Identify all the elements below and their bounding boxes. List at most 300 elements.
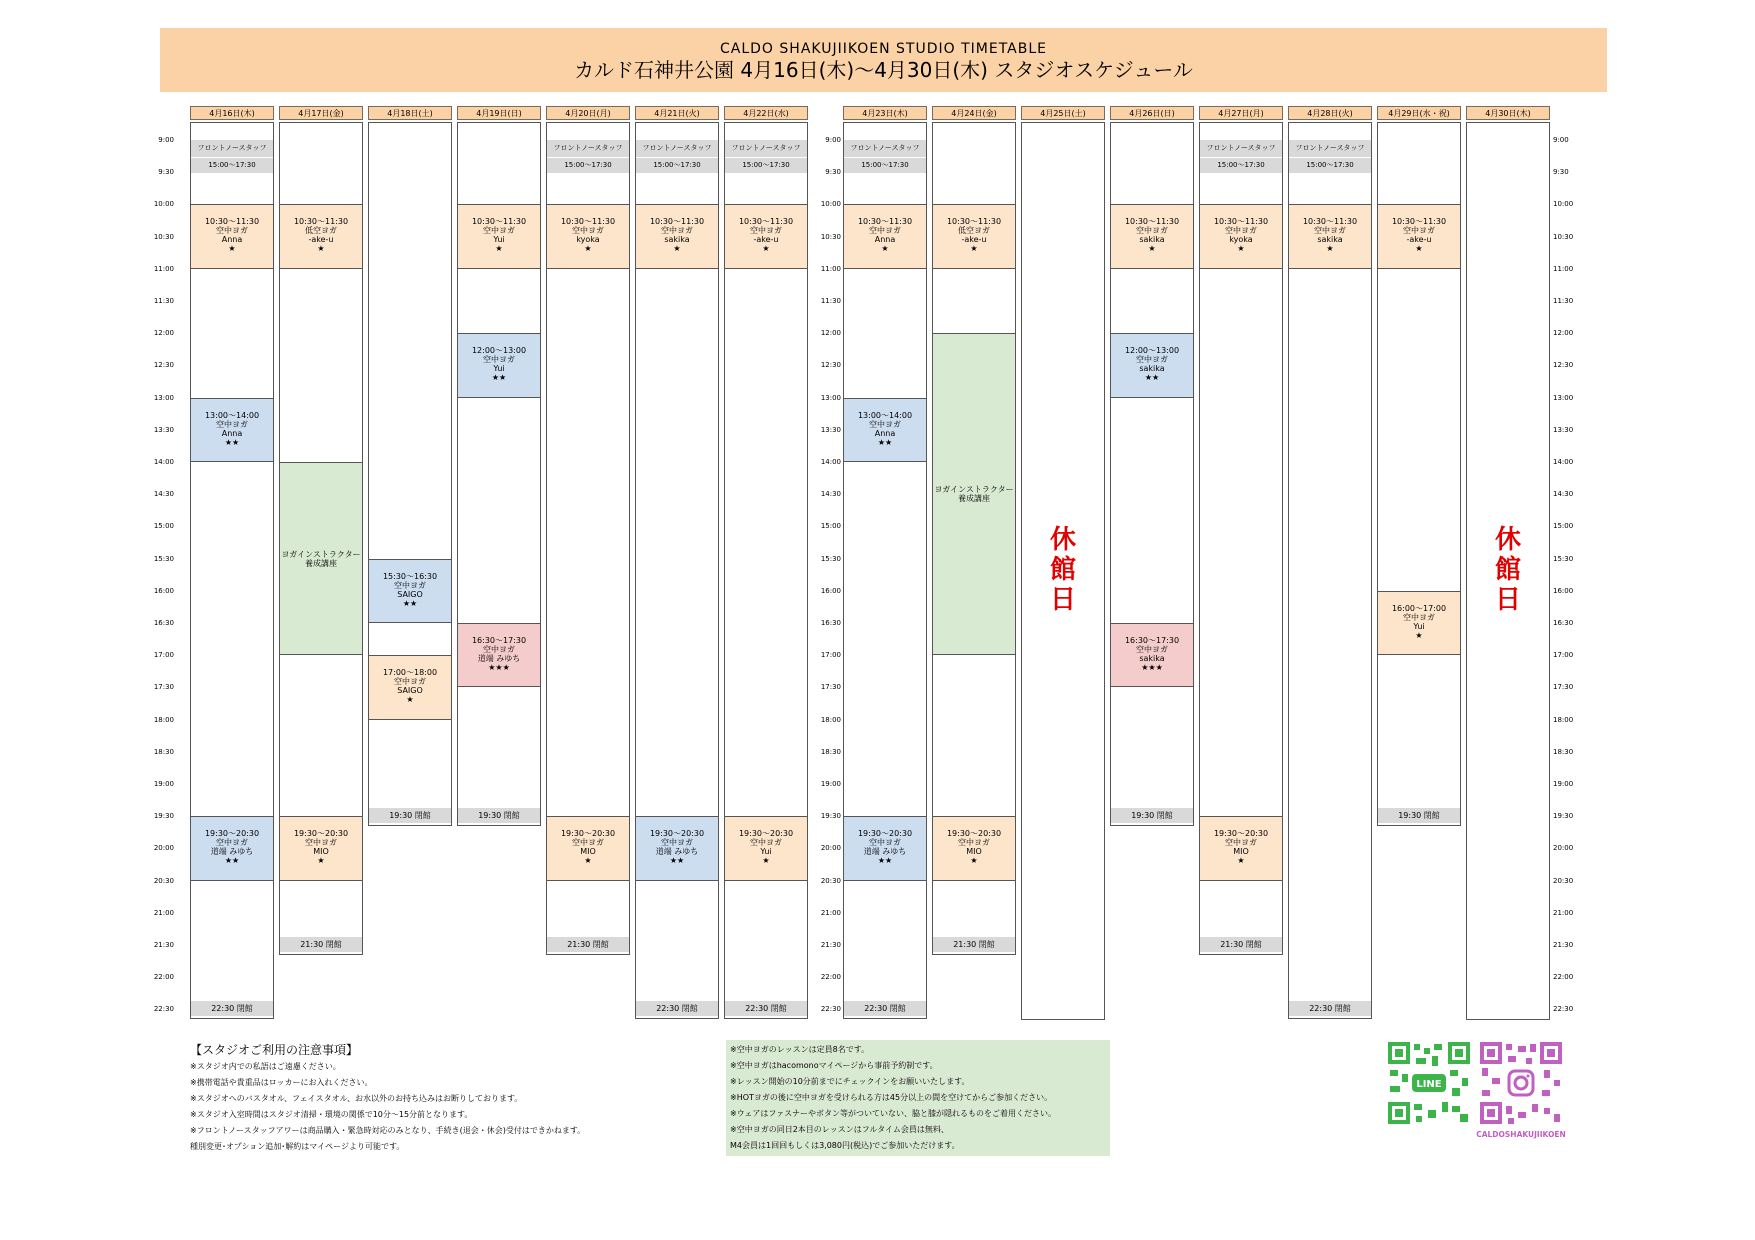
time-label: 13:00 [153,393,174,402]
slot-line: 空中ヨガ [1314,226,1346,236]
slot-line: ヨガインストラクター [281,549,361,559]
slot-line: 空中ヨガ [483,355,515,365]
no-staff-block [1289,140,1371,173]
closed-day-label: 休 館 日 [1494,525,1521,615]
slot-line: 道端 みゆち [863,847,907,857]
slot-line: 空中ヨガ [661,226,693,236]
time-label: 18:00 [1553,715,1574,724]
slot-line: ★ [1237,244,1245,254]
time-label: 16:30 [153,619,174,627]
time-label: 19:30 [820,812,841,821]
time-label: 21:30 [820,941,841,949]
slot-line: Anna [221,235,243,245]
slot-line: 空中ヨガ [483,645,515,654]
slot-line: ★ [1415,244,1423,254]
column-date-header: 4月26日(日) [1110,106,1194,120]
slot-line: Yui [493,235,505,245]
slot-line: ★ [495,244,503,254]
svg-text:LINE: LINE [1416,1079,1442,1090]
slot-line: kyoka [1229,235,1253,245]
time-label: 22:30 [820,1005,841,1014]
lesson-slot[interactable] [546,204,630,268]
lesson-slot[interactable] [368,655,452,719]
no-staff-hours: 15:00～17:30 [1289,157,1371,173]
time-label: 22:00 [153,973,174,982]
slot-line: 空中ヨガ [1225,838,1257,848]
time-label: 20:30 [153,876,174,885]
closing-time-tag: 21:30 閉館 [280,937,362,952]
slot-line: 空中ヨガ [750,838,782,848]
slot-line: 空中ヨガ [661,838,693,848]
notes-item: ※携帯電話や貴重品はロッカーにお入れください。 [190,1078,373,1087]
column-date-header: 4月24日(金) [932,106,1016,120]
slot-line: 10:30～11:30 [560,217,616,227]
lesson-slot[interactable] [190,816,274,880]
time-label: 20:30 [1553,876,1574,885]
slot-line: sakika [1317,235,1343,245]
slot-line: 10:30～11:30 [738,217,794,227]
lesson-slot[interactable] [279,204,363,268]
lesson-slot[interactable] [932,204,1016,268]
slot-line: 12:00～13:00 [471,346,527,356]
slot-line: sakika [664,235,690,245]
slot-line: 19:30～20:30 [204,829,260,839]
slot-line: 空中ヨガ [305,838,337,848]
slot-line: -ake-u [753,235,779,245]
time-label: 21:00 [153,908,174,917]
instagram-qr-code[interactable] [1478,1040,1564,1126]
time-label: 15:30 [1553,554,1574,563]
slot-line: Anna [874,235,896,245]
slot-line: ★ [228,244,236,254]
notes2-item: ※HOTヨガの後に空中ヨガを受けられる方は45分以上の間を空けてからご参加ください。 [730,1093,1053,1102]
closing-time-tag: 19:30 閉館 [458,808,540,823]
notes2-item: ※空中ヨガはhacomonoマイページから事前予約制です。 [730,1061,938,1070]
no-staff-block [1200,140,1282,173]
line-qr-code[interactable] [1386,1040,1472,1126]
lesson-slot[interactable] [635,204,719,268]
lesson-slot[interactable] [1377,591,1461,655]
closing-time-tag: 21:30 閉館 [1200,937,1282,952]
time-label: 11:00 [820,264,841,273]
no-staff-hours: 15:00～17:30 [1200,157,1282,173]
time-label: 9:30 [158,168,174,177]
course-text [934,485,1013,503]
slot-line: ★ [584,856,592,866]
column-date-header: 4月27日(月) [1199,106,1283,120]
no-staff-label: フロントノースタッフ [731,144,801,152]
time-label: 13:00 [820,393,841,402]
slot-line: MIO [1233,847,1249,857]
closing-time-tag: 21:30 閉館 [933,937,1015,952]
time-label: 12:00 [1553,329,1574,338]
time-label: 14:30 [1553,490,1574,499]
slot-line: ★★ [224,856,240,866]
slot-line: 低空ヨガ [958,226,990,236]
slot-line: sakika [1139,654,1165,663]
time-label: 9:30 [1553,168,1569,177]
lesson-slot[interactable] [457,623,541,687]
instagram-label: CALDOSHAKUJIIKOEN [1476,1130,1566,1139]
no-staff-block [191,140,273,173]
time-label: 17:30 [820,683,841,692]
slot-line: 空中ヨガ [1403,612,1435,622]
slot-line: ★★★ [488,663,510,672]
time-label: 10:30 [1553,232,1574,241]
slot-line: ★ [317,856,325,866]
time-label: 20:00 [153,844,174,853]
slot-line: ★ [317,244,325,254]
closing-time-tag: 19:30 閉館 [369,808,451,823]
slot-line: 空中ヨガ [394,580,426,590]
time-label: 10:00 [153,200,174,209]
time-label: 11:30 [820,297,841,305]
time-label: 11:30 [1553,297,1574,305]
studio-notes [190,1043,710,1155]
slot-line: ★ [970,244,978,254]
column-date-header: 4月20日(月) [546,106,630,120]
slot-line: 空中ヨガ [1403,226,1435,236]
closing-time-tag: 22:30 閉館 [636,1001,718,1016]
slot-line: ★★ [877,437,893,447]
notes-item: ※スタジオ内での私語はご遠慮ください。 [190,1062,341,1071]
lesson-slot[interactable] [368,559,452,623]
time-label: 19:00 [153,780,174,788]
no-staff-label: フロントノースタッフ [1206,144,1276,152]
notes-title: 【スタジオご利用の注意事項】 [190,1043,359,1057]
lesson-slot[interactable] [1110,204,1194,268]
slot-line: 19:30～20:30 [293,829,349,839]
slot-line: 空中ヨガ [394,677,426,687]
time-label: 15:00 [1553,522,1574,531]
slot-line: 低空ヨガ [305,226,337,236]
slot-line: 空中ヨガ [483,226,515,236]
slot-line: 10:30～11:30 [1124,217,1180,227]
no-staff-label: フロントノースタッフ [642,144,712,152]
notes-item: ※スタジオへのバスタオル、フェイスタオル、お水以外のお持ち込みはお断りしております。 [190,1094,523,1103]
lesson-slot[interactable] [635,816,719,880]
slot-line: 空中ヨガ [216,419,248,429]
time-label: 17:00 [153,651,174,660]
closing-time-tag: 22:30 閉館 [191,1001,273,1016]
slot-line: MIO [580,847,596,857]
notes-item: ※スタジオ入室時間はスタジオ清掃・環境の関係で10分～15分前となります。 [190,1110,473,1119]
time-label: 9:00 [158,136,174,144]
slot-line: 空中ヨガ [1225,226,1257,236]
no-staff-block [725,140,807,173]
slot-line: ★ [406,695,414,705]
slot-line: MIO [313,847,329,857]
notes2-item: ※空中ヨガの同日2本目のレッスンはフルタイム会員は無料、 [730,1125,949,1134]
time-label: 14:00 [153,458,174,466]
slot-line: ★★ [1144,373,1160,383]
slot-line: ★ [584,244,592,254]
slot-line: ★ [762,856,770,866]
slot-line: 16:30～17:30 [471,636,527,645]
lesson-slot[interactable] [843,816,927,880]
time-label: 16:00 [1553,586,1574,595]
slot-line: 12:00～13:00 [1124,346,1180,356]
column-date-header: 4月25日(土) [1021,106,1105,120]
column-date-header: 4月17日(金) [279,106,363,120]
slot-line: ★★ [877,856,893,866]
time-label: 18:30 [820,747,841,756]
no-staff-hours: 15:00～17:30 [725,157,807,173]
slot-line: -ake-u [308,235,334,245]
slot-line: 道端 みゆち [210,847,254,857]
lesson-slot[interactable] [843,398,927,462]
slot-line: SAIGO [397,589,423,599]
time-label: 15:30 [153,554,174,563]
time-label: 13:00 [1553,393,1574,402]
time-label: 16:00 [153,586,174,595]
slot-line: 16:30～17:30 [1124,636,1180,645]
slot-line: 10:30～11:30 [293,217,349,227]
time-label: 13:30 [1553,425,1574,434]
slot-line: 養成講座 [957,494,990,504]
time-label: 17:30 [1553,683,1574,692]
lesson-slot[interactable] [279,816,363,880]
no-staff-hours: 15:00～17:30 [636,157,718,173]
slot-line: 養成講座 [304,558,337,568]
time-label: 12:00 [153,329,174,338]
slot-line: 10:30～11:30 [1391,217,1447,227]
column-date-header: 4月21日(火) [635,106,719,120]
lesson-slot[interactable] [843,204,927,268]
time-label: 15:30 [820,554,841,563]
instructor-course-block[interactable] [932,333,1016,655]
time-label: 9:00 [1553,136,1569,144]
no-staff-hours: 15:00～17:30 [191,157,273,173]
slot-line: 15:30～16:30 [382,571,438,581]
time-label: 19:00 [1553,780,1574,788]
no-staff-block [547,140,629,173]
closed-day-label: 休 館 日 [1049,525,1076,615]
time-label: 16:30 [1553,619,1574,627]
notes2-item: ※レッスン開始の10分前までにチェックインをお願いいたします。 [730,1077,970,1086]
time-label: 11:00 [1553,264,1574,273]
slot-line: ★ [970,856,978,866]
no-staff-block [844,140,926,173]
time-label: 19:30 [1553,812,1574,821]
time-label: 15:00 [820,522,841,531]
slot-line: Anna [221,428,243,438]
course-text [281,550,360,568]
slot-line: ★★★ [1141,663,1163,672]
title-jp: カルド石神井公園 4月16日(木)～4月30日(木) スタジオスケジュール [574,58,1193,82]
slot-line: 13:00～14:00 [204,410,260,420]
closing-time-tag: 19:30 閉館 [1111,808,1193,823]
lesson-slot[interactable] [190,398,274,462]
slot-line: Yui [760,847,772,857]
time-label: 18:30 [153,747,174,756]
column-date-header: 4月23日(木) [843,106,927,120]
slot-line: 10:30～11:30 [1213,217,1269,227]
slot-line: Yui [1413,621,1425,631]
slot-line: 19:30～20:30 [1213,829,1269,839]
no-staff-block [636,140,718,173]
time-label: 21:00 [1553,908,1574,917]
lesson-slot[interactable] [724,204,808,268]
slot-line: ★ [1237,856,1245,866]
lesson-slot[interactable] [190,204,274,268]
closing-time-tag: 21:30 閉館 [547,937,629,952]
time-label: 13:30 [820,425,841,434]
time-label: 22:00 [820,973,841,982]
slot-line: 16:00～17:00 [1391,603,1447,613]
slot-line: MIO [966,847,982,857]
slot-line: 空中ヨガ [1136,645,1168,654]
slot-line: 空中ヨガ [869,838,901,848]
slot-line: 空中ヨガ [1136,226,1168,236]
no-staff-label: フロントノースタッフ [197,144,267,152]
day-column [368,122,452,826]
time-label: 21:30 [1553,941,1574,949]
time-label: 22:00 [1553,973,1574,982]
time-label: 18:00 [820,715,841,724]
column-date-header: 4月16日(木) [190,106,274,120]
lesson-slot[interactable] [1288,204,1372,268]
no-staff-hours: 15:00～17:30 [547,157,629,173]
title-en: CALDO SHAKUJIIKOEN STUDIO TIMETABLE [720,41,1047,57]
notes-item: ※フロントノースタッフアワーは商品購入・緊急時対応のみとなり、手続き(退会・休会)受付はできかねます。 [190,1126,586,1135]
time-label: 14:30 [153,490,174,499]
aerial-yoga-notes [726,1040,1110,1156]
time-label: 20:30 [820,876,841,885]
time-label: 21:00 [820,908,841,917]
lesson-slot[interactable] [724,816,808,880]
slot-line: Yui [493,364,505,374]
lesson-slot[interactable] [546,816,630,880]
time-label: 12:30 [1553,361,1574,370]
slot-line: 空中ヨガ [216,838,248,848]
time-label: 16:00 [820,586,841,595]
slot-line: -ake-u [961,235,987,245]
slot-line: -ake-u [1406,235,1432,245]
time-label: 12:00 [820,329,841,338]
notes-item: 種別変更･オプション追加･解約はマイページより可能です。 [190,1142,405,1151]
time-label: 11:00 [153,264,174,273]
time-label: 13:30 [153,425,174,434]
slot-line: 10:30～11:30 [946,217,1002,227]
slot-line: 19:30～20:30 [649,829,705,839]
notes2-item: ※ウェアはファスナーやボタン等がついていない、脇と膝が隠れるものをご着用ください。 [730,1109,1057,1118]
time-label: 17:00 [1553,651,1574,660]
notes2-item: M4会員は1回回もしくは3,080円(税込)でご参加いただけます。 [730,1141,960,1150]
lesson-slot[interactable] [932,816,1016,880]
time-label: 22:30 [1553,1005,1574,1014]
slot-line: ★ [762,244,770,254]
no-staff-hours: 15:00～17:30 [844,157,926,173]
slot-line: sakika [1139,235,1165,245]
slot-line: 10:30～11:30 [857,217,913,227]
slot-line: ★ [673,244,681,254]
slot-line: ★★ [402,598,418,608]
time-label: 21:30 [153,941,174,949]
time-label: 20:00 [1553,844,1574,853]
lesson-slot[interactable] [457,333,541,397]
instructor-course-block[interactable] [279,462,363,655]
time-label: 15:00 [153,522,174,531]
closing-time-tag: 22:30 閉館 [844,1001,926,1016]
time-label: 14:00 [1553,458,1574,466]
slot-line: 空中ヨガ [958,838,990,848]
lesson-slot[interactable] [1110,333,1194,397]
slot-line: 17:00～18:00 [382,668,438,678]
time-label: 18:30 [1553,747,1574,756]
slot-line: ★ [1415,630,1423,640]
slot-line: 空中ヨガ [869,226,901,236]
slot-line: 19:30～20:30 [560,829,616,839]
time-label: 17:30 [153,683,174,692]
notes2-item: ※空中ヨガのレッスンは定員8名です。 [730,1045,870,1054]
lesson-slot[interactable] [1199,816,1283,880]
column-date-header: 4月28日(火) [1288,106,1372,120]
slot-line: ヨガインストラクター [934,485,1014,495]
slot-line: kyoka [576,235,600,245]
lesson-slot[interactable] [457,204,541,268]
time-label: 12:30 [153,361,174,370]
lesson-slot[interactable] [1199,204,1283,268]
time-label: 14:00 [820,458,841,466]
time-label: 9:00 [825,136,841,144]
time-label: 9:30 [825,168,841,177]
time-label: 17:00 [820,651,841,660]
slot-line: 空中ヨガ [572,226,604,236]
no-staff-label: フロントノースタッフ [1295,144,1365,152]
slot-line: ★ [1326,244,1334,254]
column-date-header: 4月30日(木) [1466,106,1550,120]
time-label: 18:00 [153,715,174,724]
closing-time-tag: 22:30 閉館 [725,1001,807,1016]
time-label: 10:00 [820,200,841,209]
slot-line: ★ [881,244,889,254]
slot-line: 19:30～20:30 [946,829,1002,839]
time-label: 12:30 [820,361,841,370]
column-date-header: 4月19日(日) [457,106,541,120]
time-label: 10:00 [1553,200,1574,209]
slot-line: ★ [1148,244,1156,254]
closing-time-tag: 19:30 閉館 [1378,808,1460,823]
slot-line: ★★ [491,373,507,383]
time-label: 14:30 [820,490,841,499]
slot-line: 10:30～11:30 [204,217,260,227]
no-staff-label: フロントノースタッフ [553,144,623,152]
slot-line: SAIGO [397,686,423,696]
slot-line: 19:30～20:30 [738,829,794,839]
slot-line: ★★ [224,437,240,447]
time-label: 19:30 [153,812,174,821]
slot-line: 空中ヨガ [869,419,901,429]
slot-line: 19:30～20:30 [857,829,913,839]
time-label: 20:00 [820,844,841,853]
lesson-slot[interactable] [1110,623,1194,687]
slot-line: 10:30～11:30 [649,217,705,227]
column-date-header: 4月22日(水) [724,106,808,120]
slot-line: 13:00～14:00 [857,410,913,420]
time-label: 10:30 [820,232,841,241]
column-date-header: 4月18日(土) [368,106,452,120]
lesson-slot[interactable] [1377,204,1461,268]
slot-line: 空中ヨガ [216,226,248,236]
slot-line: 空中ヨガ [572,838,604,848]
slot-line: sakika [1139,364,1165,374]
slot-line: Anna [874,428,896,438]
time-label: 11:30 [153,297,174,305]
time-label: 16:30 [820,619,841,627]
slot-line: 空中ヨガ [1136,355,1168,365]
slot-line: ★★ [669,856,685,866]
